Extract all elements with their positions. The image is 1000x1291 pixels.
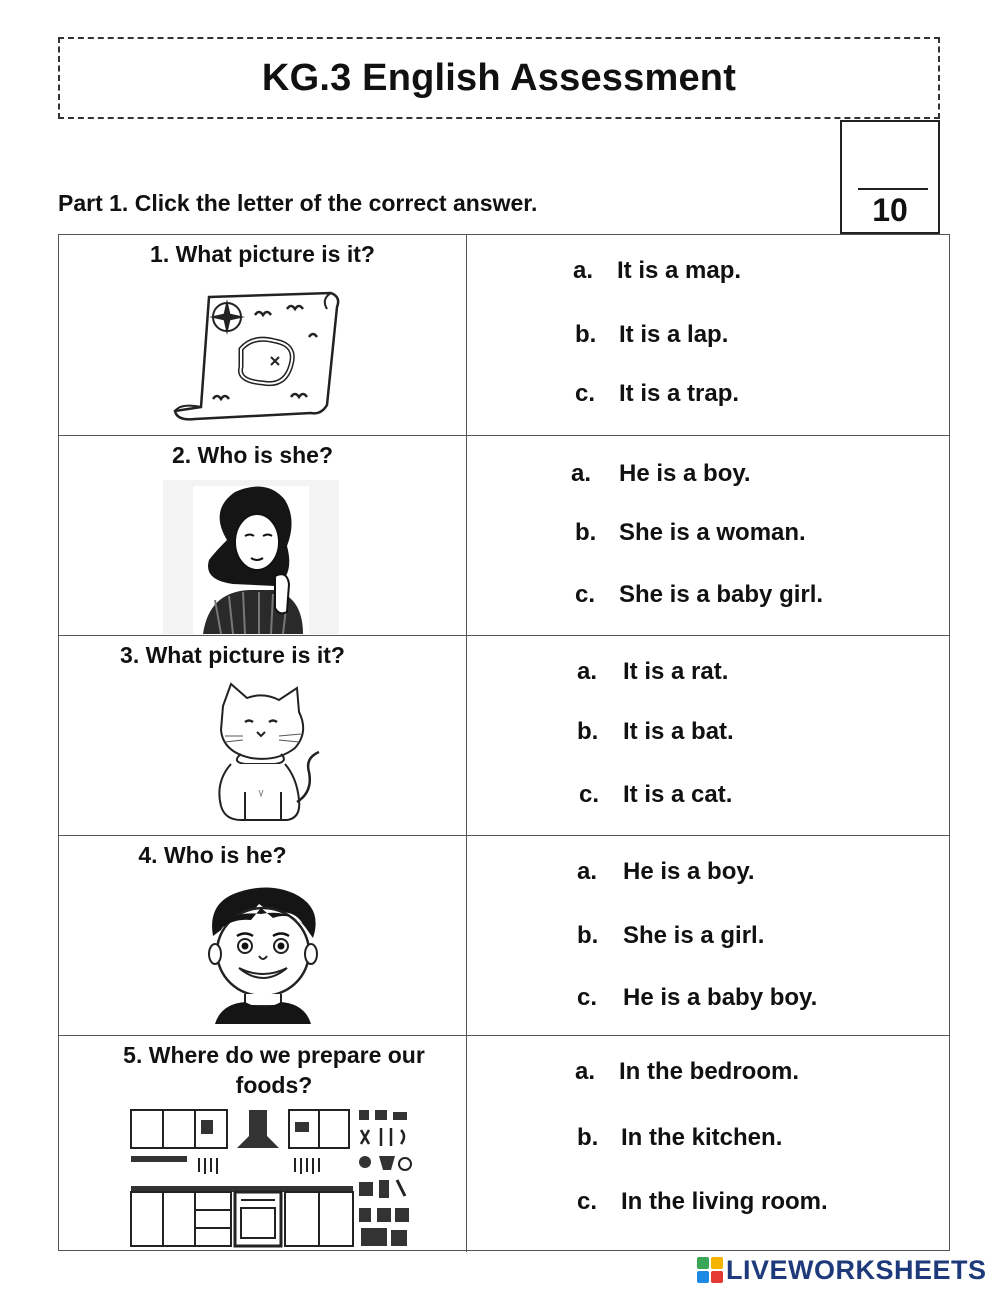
option-a[interactable]: a. It is a rat. (577, 658, 729, 685)
question-cell (59, 636, 467, 835)
liveworksheets-logo[interactable] (697, 1255, 987, 1285)
option-b[interactable]: b. It is a bat. (577, 718, 734, 745)
question-cell (59, 436, 467, 635)
option-c[interactable]: c. He is a baby boy. (577, 984, 818, 1011)
logo-square (697, 1271, 709, 1283)
option-c[interactable]: c. It is a trap. (575, 380, 740, 407)
score-box (840, 120, 940, 234)
answer-cell (467, 836, 949, 1035)
answer-cell (467, 436, 949, 635)
question-text: 5. Where do we prepare our foods? (123, 1042, 425, 1098)
instruction: Part 1. Click the letter of the correct answer. (58, 190, 538, 216)
treasure-map-icon (171, 287, 347, 427)
option-c[interactable]: c. It is a cat. (579, 781, 733, 808)
answer-cell (467, 235, 949, 435)
option-c[interactable]: c. She is a baby girl. (575, 581, 824, 608)
title-box (58, 37, 940, 119)
option-a[interactable]: a. He is a boy. (577, 858, 755, 885)
brand-name: LIVEWORKSHEETS (726, 1254, 987, 1285)
question-text: 4. Who is he? (138, 842, 287, 868)
option-a[interactable]: a. In the bedroom. (575, 1058, 799, 1085)
score-total: 10 (872, 192, 908, 228)
woman-icon (163, 480, 339, 634)
question-cell (59, 1036, 467, 1252)
question-row-4 (59, 835, 949, 1035)
question-row-2 (59, 435, 949, 635)
cat-icon (201, 682, 327, 826)
option-b[interactable]: b. She is a girl. (577, 922, 765, 949)
question-cell (59, 235, 467, 435)
logo-square (697, 1257, 709, 1269)
option-a[interactable]: a. He is a boy. (571, 460, 751, 487)
logo-mark-icon (697, 1257, 723, 1283)
question-text: 3. What picture is it? (120, 642, 345, 668)
question-text: 2. Who is she? (171, 442, 334, 468)
answer-cell (467, 1036, 949, 1252)
question-cell (59, 836, 467, 1035)
score-blank-line (858, 188, 928, 190)
logo-square (711, 1257, 723, 1269)
option-b[interactable]: b. In the kitchen. (577, 1124, 783, 1151)
option-b[interactable]: b. It is a lap. (575, 321, 729, 348)
question-row-3 (59, 635, 949, 835)
option-a[interactable]: a. It is a map. (573, 257, 742, 284)
question-text: 1. What picture is it? (150, 241, 375, 267)
answer-cell (467, 636, 949, 835)
logo-square (711, 1271, 723, 1283)
questions-table (58, 234, 950, 1251)
option-c[interactable]: c. In the living room. (577, 1188, 828, 1215)
boy-icon (199, 884, 327, 1024)
option-b[interactable]: b. She is a woman. (575, 519, 806, 546)
question-row-1 (59, 235, 949, 435)
worksheet-title: KG.3 English Assessment (261, 56, 737, 99)
question-row-5 (59, 1035, 949, 1252)
kitchen-icon (129, 1108, 413, 1248)
